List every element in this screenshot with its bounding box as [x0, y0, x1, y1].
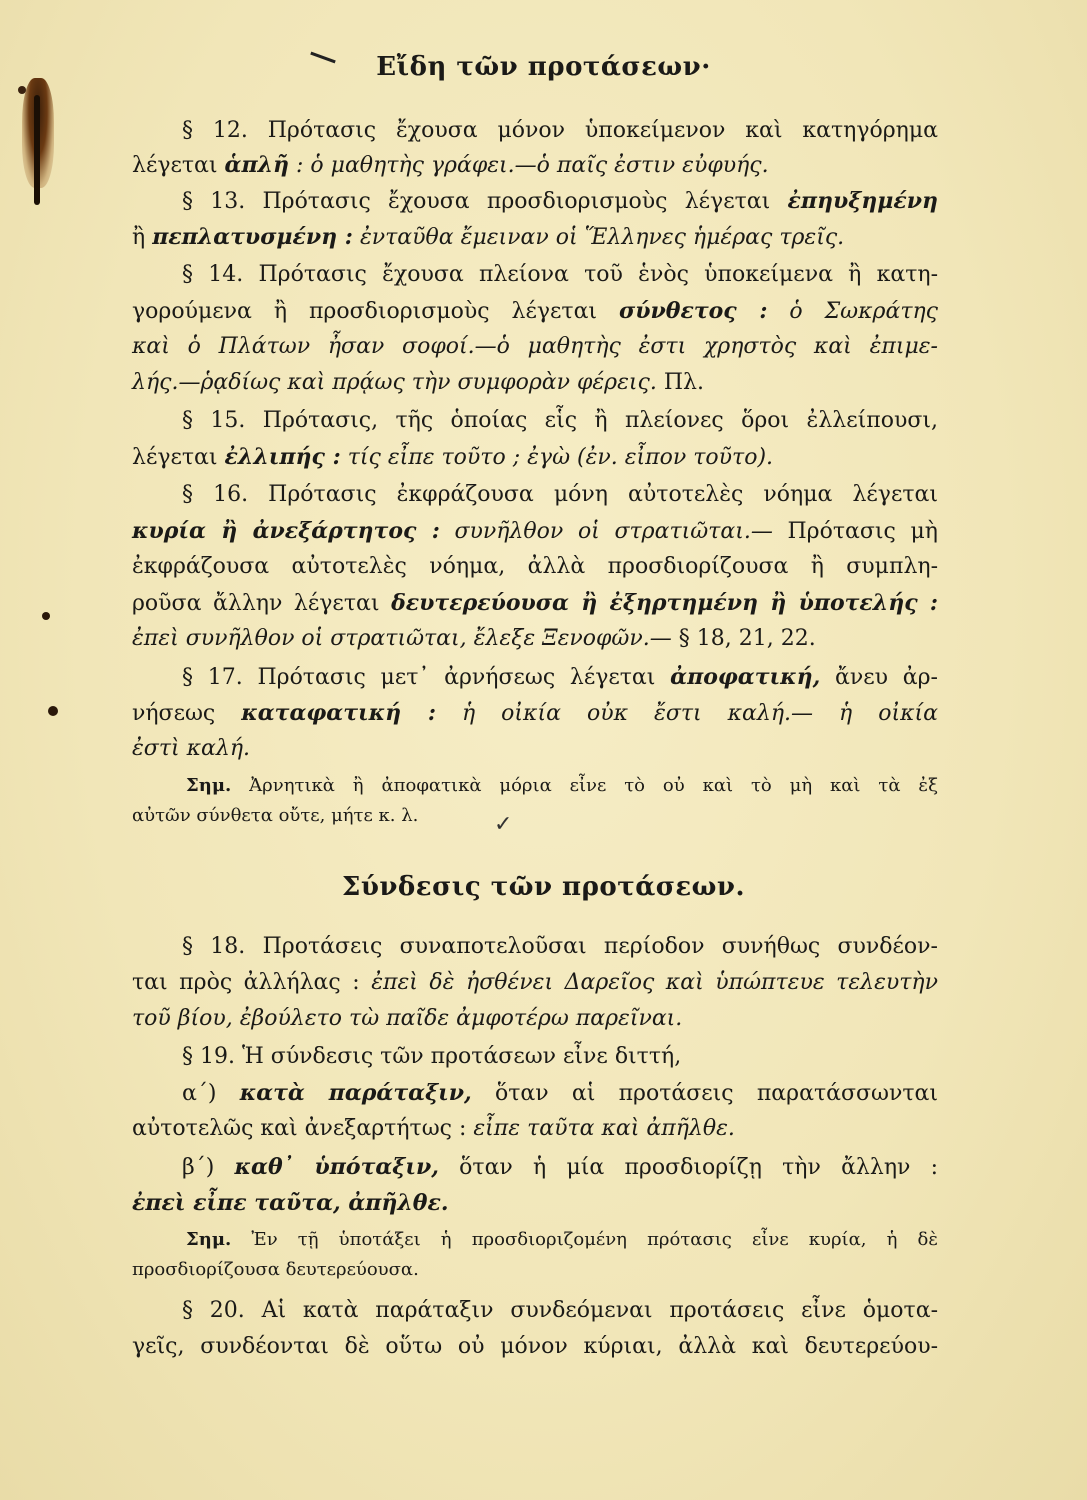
paragraph-19-item-a: α΄) κατὰ παράταξιν, ὅταν αἱ προτάσεις παρατάσσωνται: [182, 1080, 938, 1106]
paragraph-18-line-3: τοῦ βίου, ἐβούλετο τὼ παῖδε ἀμφοτέρω παρεῖναι.: [132, 1006, 683, 1031]
margin-dot: [42, 612, 50, 620]
note-negation-line-2: αὐτῶν σύνθετα οὔτε, μήτε κ. λ.: [132, 805, 419, 826]
paragraph-16-line-1: § 16. Πρότασις ἐκφράζουσα μόνη αὐτοτελὲς νόημα λέγεται: [182, 482, 938, 507]
margin-dot: [48, 706, 58, 716]
paragraph-18-line-2: ται πρὸς ἀλλήλας : ἐπεὶ δὲ ἠσθένει Δαρεῖος καὶ ὑπώπτευε τελευτὴν: [132, 970, 938, 995]
note-subordination-line-1: Σημ. Ἐν τῇ ὑποτάξει ἡ προσδιοριζομένη πρότασις εἶνε κυρία, ἡ δὲ: [186, 1229, 938, 1250]
pencil-check-mark: ✓: [494, 812, 513, 837]
paragraph-13-line-1: § 13. Πρότασις ἔχουσα προσδιορισμοὺς λέγεται ἐπηυξημένη: [182, 188, 938, 214]
margin-dot: [18, 86, 26, 94]
paragraph-16-line-4: ροῦσα ἄλλην λέγεται δευτερεύουσα ἢ ἐξηρτημένη ἢ ὑποτελής :: [132, 590, 938, 616]
paragraph-14-line-1: § 14. Πρότασις ἔχουσα πλείονα τοῦ ἑνὸς ὑποκείμενα ἢ κατη-: [182, 262, 938, 287]
section-heading-connection: Σύνδεσις τῶν προτάσεων.: [341, 872, 746, 902]
paragraph-19-item-a-line-2: αὐτοτελῶς καὶ ἀνεξαρτήτως : εἶπε ταῦτα καὶ ἀπῆλθε.: [132, 1116, 735, 1141]
note-subordination-line-2: προσδιορίζουσα δευτερεύουσα.: [132, 1259, 419, 1280]
paragraph-17-line-3: ἐστὶ καλή.: [132, 736, 251, 761]
section-heading-types: Εἴδη τῶν προτάσεων·: [376, 52, 711, 82]
paragraph-15-line-1: § 15. Πρότασις, τῆς ὁποίας εἷς ἢ πλείονες ὅροι ἐλλείπουσι,: [182, 408, 938, 433]
paragraph-13-line-2: ἢ πεπλατυσμένη : ἐνταῦθα ἔμειναν οἱ Ἕλληνες ἡμέρας τρεῖς.: [132, 224, 845, 250]
paragraph-16-line-2: κυρία ἢ ἀνεξάρτητος : συνῆλθον οἱ στρατιῶται.— Πρότασις μὴ: [132, 518, 938, 544]
paragraph-15-line-2: λέγεται ἐλλιπής : τίς εἶπε τοῦτο ; ἐγὼ (ἐν. εἶπον τοῦτο).: [132, 444, 774, 470]
paragraph-12-line-2: λέγεται ἁπλῆ : ὁ μαθητὴς γράφει.—ὁ παῖς ἐστιν εὐφυής.: [132, 152, 769, 178]
paragraph-12-line-1: § 12. Πρότασις ἔχουσα μόνον ὑποκείμενον καὶ κατηγόρημα: [182, 118, 938, 143]
paragraph-14-line-3: καὶ ὁ Πλάτων ἦσαν σοφοί.—ὁ μαθητὴς ἐστι χρηστὸς καὶ ἐπιμε-: [132, 334, 938, 359]
paragraph-19-item-b-line-2: ἐπεὶ εἶπε ταῦτα, ἀπῆλθε.: [132, 1190, 449, 1216]
paragraph-19-line-1: § 19. Ἡ σύνδεσις τῶν προτάσεων εἶνε διττή,: [182, 1044, 682, 1069]
paragraph-20-line-1: § 20. Αἱ κατὰ παράταξιν συνδεόμεναι προτάσεις εἶνε ὁμοτα-: [182, 1298, 938, 1323]
paragraph-19-item-b: β΄) καθ᾽ ὑπόταξιν, ὅταν ἡ μία προσδιορίζῃ τὴν ἄλλην :: [182, 1154, 939, 1180]
margin-mark: [34, 95, 40, 205]
paragraph-16-line-3: ἐκφράζουσα αὐτοτελὲς νόημα, ἀλλὰ προσδιορίζουσα ἢ συμπλη-: [132, 554, 938, 579]
paragraph-17-line-1: § 17. Πρότασις μετ᾽ ἀρνήσεως λέγεται ἀποφατική, ἄνευ ἀρ-: [182, 664, 938, 690]
paragraph-18-line-1: § 18. Προτάσεις συναποτελοῦσαι περίοδον συνήθως συνδέον-: [182, 934, 938, 959]
note-negation-line-1: Σημ. Ἀρνητικὰ ἢ ἀποφατικὰ μόρια εἶνε τὸ οὐ καὶ τὸ μὴ καὶ τὰ ἐξ: [186, 775, 938, 796]
paragraph-14-line-2: γορούμενα ἢ προσδιορισμοὺς λέγεται σύνθετος : ὁ Σωκράτης: [132, 298, 939, 324]
paragraph-14-line-4: λής.—ῥᾳδίως καὶ πρᾴως τὴν συμφορὰν φέρεις. Πλ.: [132, 370, 704, 395]
paragraph-16-line-5: ἐπεὶ συνῆλθον οἱ στρατιῶται, ἔλεξε Ξενοφῶν.— § 18, 21, 22.: [132, 626, 816, 651]
paragraph-20-line-2: γεῖς, συνδέονται δὲ οὕτω οὐ μόνον κύριαι, ἀλλὰ καὶ δευτερεύου-: [132, 1334, 938, 1359]
paragraph-17-line-2: νήσεως καταφατική : ἡ οἰκία οὐκ ἔστι καλή.— ἡ οἰκία: [132, 700, 939, 726]
